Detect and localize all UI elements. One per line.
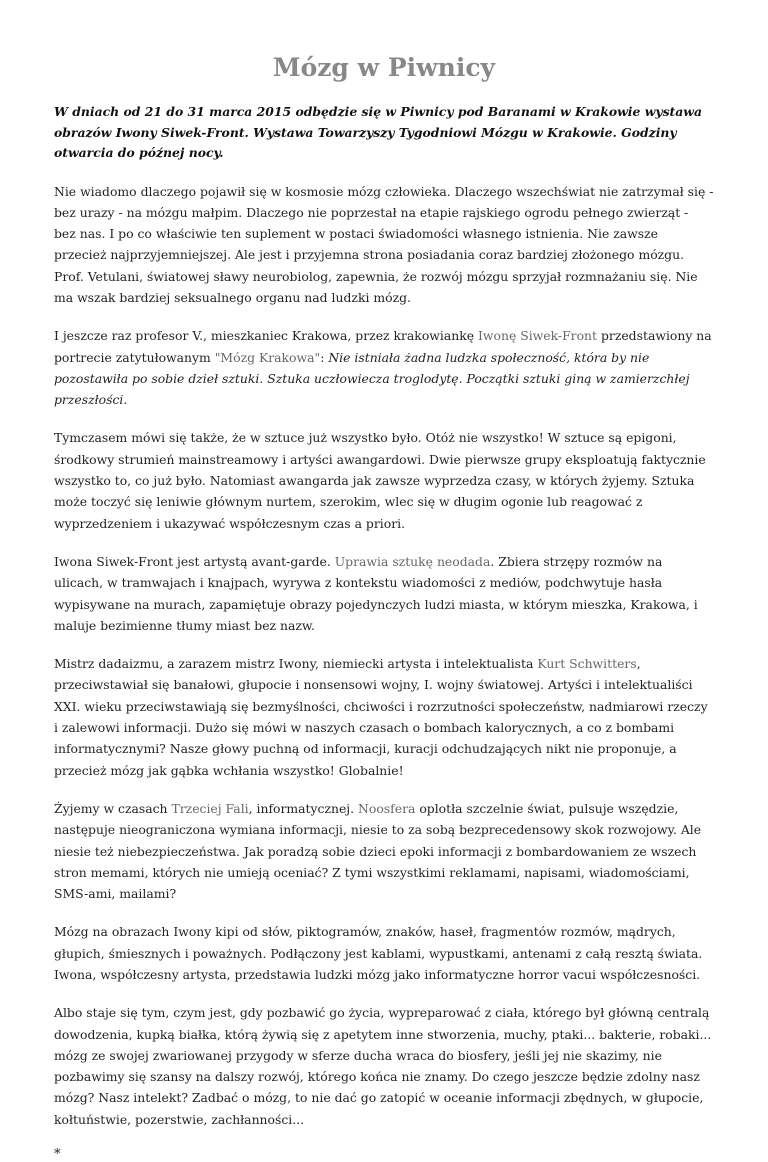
text: Żyjemy w czasach [54, 800, 172, 816]
link-kurt-schwitters[interactable]: Kurt Schwitters [537, 656, 637, 672]
text: . Zbiera strzępy rozmów na ulicach, w tramwajach i knajpach, wyrywa z kontekstu wiadomości z mediów, podchwytuje hasła wypisywane na murach, zapamiętuje obrazy pojedynczych ludzi miasta, w którym mieszka, Krakowa, i maluje bezimienne tłumy miast bez nazw. [54, 553, 698, 633]
text: Iwona Siwek-Front jest artystą avant-garde. [54, 553, 335, 569]
text: , informatycznej. [248, 800, 359, 816]
paragraph-1: Nie wiadomo dlaczego pojawił się w kosmosie mózg człowieka. Dlaczego wszechświat nie zatrzymał się - bez urazy - na mózgu małpim. Dlaczego nie poprzestał na etapie rajskiego ogrodu pełnego zwierząt - bez nas. I po co właściwie ten suplement w postaci świadomości własnego istnienia. Nie zawsze przecież najprzyjemniejszej. Ale jest i przyjemna strona posiadania coraz bardziej złożonego mózgu. Prof. Vetulani, światowej sławy neurobiolog, zapewnia, że rozwój mózgu sprzyjał rozmnażaniu się. Nie ma wszak bardziej seksualnego organu nad ludzki mózg. [54, 183, 714, 305]
paragraph-3: Tymczasem mówi się także, że w sztuce już wszystko było. Otóż nie wszystko! W sztuce są epigoni, środkowy strumień mainstreamowy i artyści awangardowi. Dwie pierwsze grupy eksploatują faktycznie wszystko to, co już było. Natomiast awangarda jak zawsze wyprzedza czasy, w których żyjemy. Sztuka może toczyć się leniwie głównym nurtem, szerokim, wlec się w długim ogonie lub reagować z wyprzedzeniem i ukazywać współczesnym czas a priori. [54, 430, 706, 531]
quote: Nie istniała żadna ludzka społeczność, która by nie pozostawiła po sobie dzieł sztuki. Sztuka uczłowiecza troglodytę. Początki sztuki giną w zamierzchłej przeszłości. [54, 349, 690, 408]
link-mozg-krakowa[interactable]: "Mózg Krakowa" [214, 349, 321, 365]
paragraph-8: Albo staje się tym, czym jest, gdy pozbawić go życia, wypreparować z ciała, którego był główną centralą dowodzenia, kupką białka, którą żywią się z apetytem inne stworzenia, muchy, ptaki... bakterie, robaki... mózg ze swojej zwariowanej przygody w sferze ducha wraca do biosfery, jeśli jej nie skazimy, nie pozbawimy się szansy na dalszy rozwój, którego końca nie znamy. Do czego jeszcze będzie zdolny nasz mózg? Nasz intelekt? Zadbać o mózg, to nie dać go zatopić w oceanie informacji zbędnych, w głupocie, kołtuństwie, pozerstwie, zachłanności... [54, 1005, 712, 1127]
paragraph-2 [54, 325, 714, 410]
paragraph-6 [54, 798, 714, 904]
paragraph-5 [54, 653, 714, 781]
text: Mistrz dadaizmu, a zarazem mistrz Iwony, niemiecki artysta i intelektualista [54, 656, 538, 672]
paragraph-7: Mózg na obrazach Iwony kipi od słów, piktogramów, znaków, haseł, fragmentów rozmów, mądrych, głupich, śmiesznych i poważnych. Podłączony jest kablami, wypustkami, antenami z całą resztą świata. Iwona, współczesny artysta, przedstawia ludzki mózg jako informatyczne horror vacui współczesności. [54, 924, 703, 982]
link-iwona-siwek-front[interactable]: Iwonę Siwek-Front [478, 328, 598, 344]
link-noosfera[interactable]: Noosfera [358, 800, 416, 816]
text: I jeszcze raz profesor V., mieszkaniec Krakowa, przez krakowiankę [54, 328, 478, 344]
text: przedstawiony na portrecie zatytułowanym [54, 328, 712, 365]
text: , przeciwstawiał się banałowi, głupocie i nonsensowi wojny, I. wojny światowej. Artyści i intelektualiści XXI. wieku przeciwstawiają się bezmyślności, chciwości i rozrzutności społeczeństw, nadmiarowi rzeczy i zalewowi informacji. Dużo się mówi w naszych czasach o bombach kalorycznych, a co z bombami informatycznymi? Nasze głowy puchną od informacji, kuracji odchudzających nikt nie proponuje, a przecież mózg jak gąbka wchłania wszystko! Globalnie! [54, 656, 708, 778]
page-title: Mózg w Piwnicy [272, 53, 496, 82]
link-neodada[interactable]: Uprawia sztukę neodada [334, 553, 491, 569]
text: oplotła szczelnie świat, pulsuje wszędzie, następuje nieograniczona wymiana informacji, niesie to za sobą bezprecedensowy skok rozwojowy. Ale niesie też niebezpieczeństwa. Jak poradzą sobie dzieci epoki informacji z bombardowaniem ze wszech stron memami, których nie umieją oceniać? Z tymi wszystkimi reklamami, napisami, wiadomościami, SMS-ami, mailami? [54, 800, 702, 902]
link-trzecia-fala[interactable]: Trzeciej Fali [171, 800, 249, 816]
text: : [320, 349, 329, 365]
paragraph-4 [54, 551, 714, 636]
lead-paragraph: W dniach od 21 do 31 marca 2015 odbędzie się w Piwnicy pod Baranami w Krakowie wystawa obrazów Iwony Siwek-Front. Wystawa Towarzyszy Tygodniowi Mózgu w Krakowie. Godziny otwarcia do późnej nocy. [54, 104, 703, 160]
separator: * [54, 1147, 61, 1162]
